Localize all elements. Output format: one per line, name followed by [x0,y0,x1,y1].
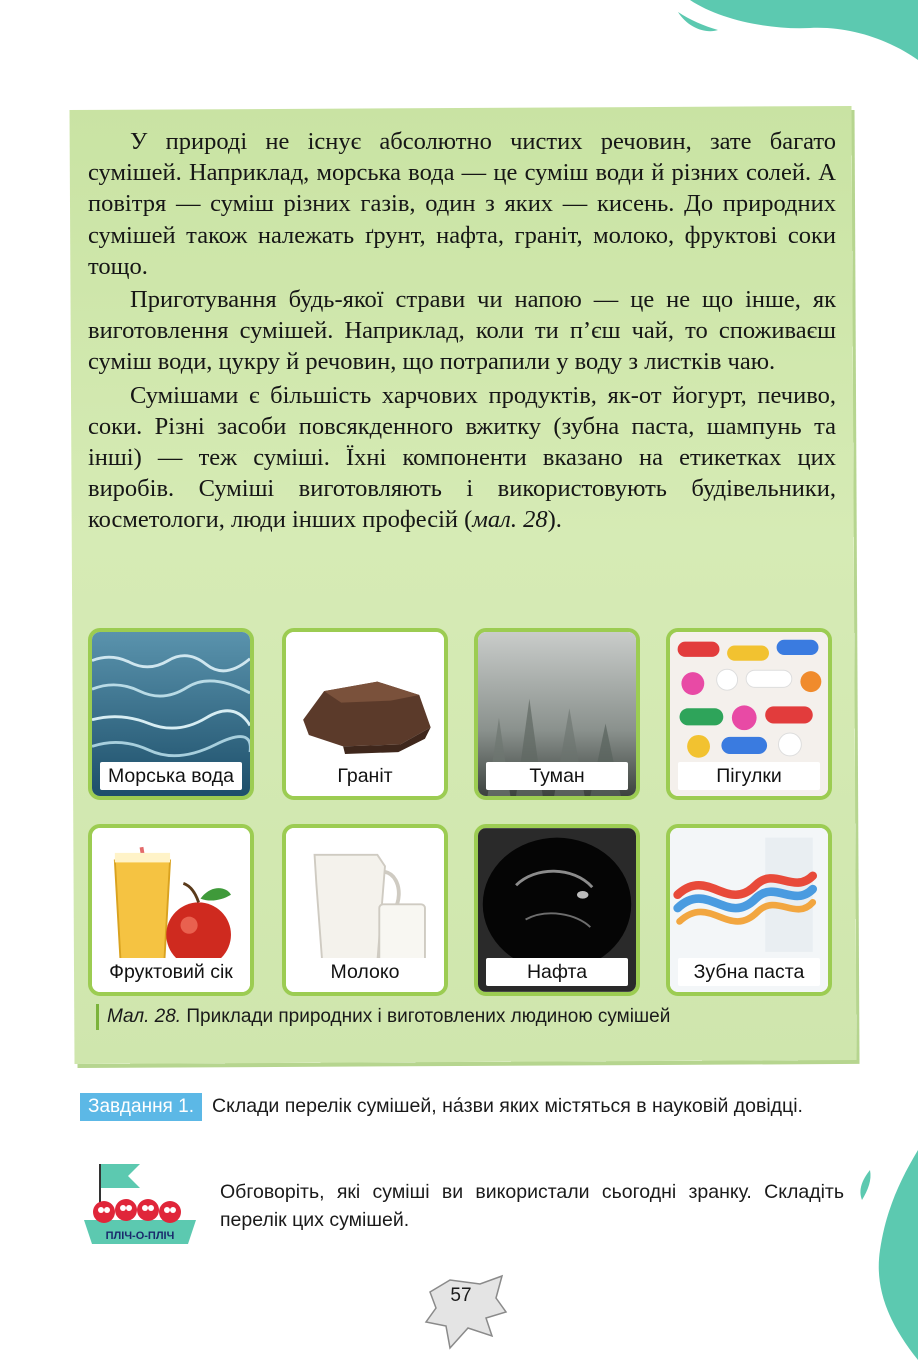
paragraph-2: Приготування будь-якої страви чи напою — це не що інше, як виготовлення сумішей. Наприклад, коли ти п’єш чай, то споживаєш суміш води, цукру й речовин, що потрапили у воду з листків чаю. [88,286,836,376]
tile-milk [282,824,448,996]
tile-pills [666,628,832,800]
figure-caption [96,1004,847,1030]
pair-work-logo [80,1162,200,1246]
tile-label: Молоко [294,958,436,986]
tile-granite [282,628,448,800]
tile-oil [474,824,640,996]
tile-label: Туман [486,762,628,790]
tile-toothpaste [666,824,832,996]
tile-label: Морська вода [100,762,242,790]
task-text: Склади перелік сумішей, на́зви яких містяться в науковій довідці. [211,1095,803,1117]
paragraph-3: Сумішами є більшість харчових продуктів, як-от йогурт, печиво, соки. Різні засоби повсякденного вжитку (зубна паста, шампунь та інші) — теж суміші. Їхні компоненти вказано на етикетках цих виробів. Суміші виготовляють і використовують будівельники, косметологи, люди інших професій (мал. 28). [88,381,836,534]
paragraph-1: У природі не існує абсолютно чистих речовин, зате багато сумішей. Наприклад, морська вода — це суміш води й різних солей. А повітря — суміш різних газів, один з яких — кисень. До природних сумішей також належать ґрунт, нафта, граніт, молоко, фруктові соки тощо. [88,128,836,280]
tile-label: Нафта [486,958,628,986]
page-number-blob [420,1272,510,1352]
caption-ref: Мал. 28. [107,1006,182,1027]
tile-fruit-juice [88,824,254,996]
tile-label: Граніт [294,762,436,790]
tile-label: Зубна паста [678,958,820,986]
pair-work-text: Обговоріть, які суміші ви використали сьогодні зранку. Складіть перелік цих сумішей. [220,1181,844,1231]
panel-text [88,126,836,536]
decor-splash-bottom-right [840,1150,918,1360]
tile-fog [474,628,640,800]
caption-text: Приклади природних і виготовлених людиною сумішей [181,1006,671,1027]
tile-label: Фруктовий сік [100,958,242,986]
tile-label: Пігулки [678,762,820,790]
task-badge: Завдання 1. [80,1093,202,1121]
tile-sea-water [88,628,254,800]
pair-work-logo-text: ПЛІЧ-О-ПЛІЧ [105,1230,175,1242]
figure-reference: мал. 28 [472,506,548,534]
page-number: 57 [450,1285,472,1306]
task-1 [80,1092,846,1121]
decor-splash-top-right [660,0,918,70]
